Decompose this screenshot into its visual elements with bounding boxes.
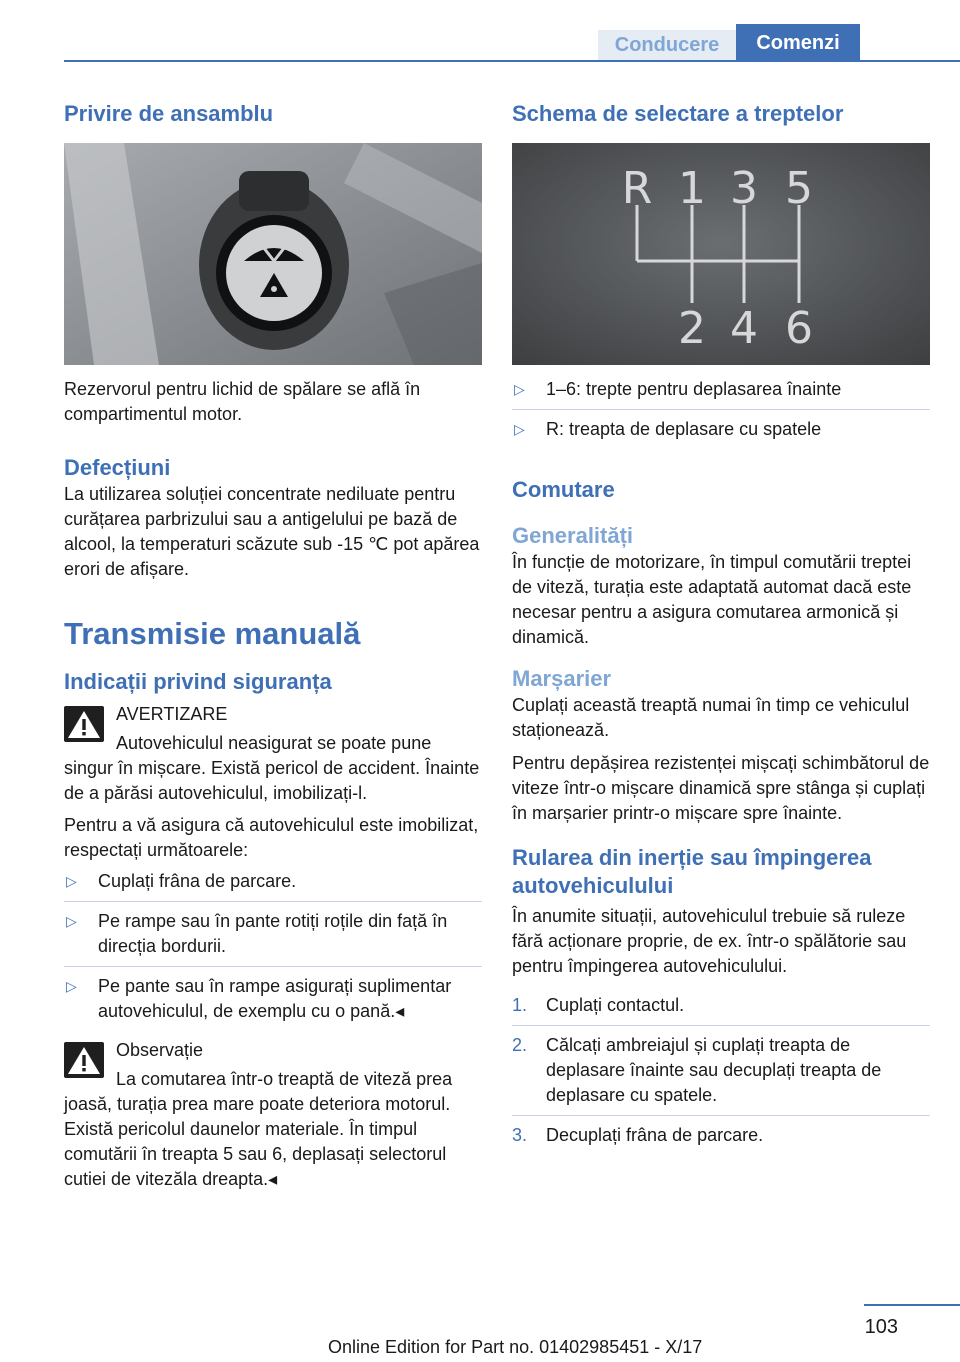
defects-text: La utilizarea soluției concentrate nediluate pentru curățarea parbrizului sau a antigelului pe bază de alcool, la temperaturi scăzute sub -15 ℃ pot apărea erori de afișare. <box>64 484 480 579</box>
footer-rule <box>864 1304 960 1306</box>
list-item: 1. Cuplați contactul. <box>512 995 685 1015</box>
reverse-text-2: Pentru depășirea rezistenței mișcați schimbătorul de viteze într-o mișcare dinamică spre stânga și cuplați în marșarier printr-o mișcare spre înainte. <box>512 753 930 823</box>
triangle-bullet-icon: ▷ <box>66 913 77 929</box>
secure-list <box>64 869 482 1024</box>
list-item: ▷ Cuplați frâna de parcare. <box>64 869 482 894</box>
triangle-bullet-icon: ▷ <box>514 381 525 397</box>
scheme-heading: Schema de selectare a treptelor <box>512 101 844 126</box>
warning-text: Autovehiculul neasigurat se poate pune singur în mișcare. Există pericol de accident. Înainte de a părăsi autovehiculul, imobilizați-l. <box>64 733 480 803</box>
edition-footer: Online Edition for Part no. 01402985451 - X/17 <box>328 1337 703 1357</box>
page-header <box>0 24 960 64</box>
separator <box>512 1025 930 1026</box>
separator <box>512 1115 930 1116</box>
warning-icon <box>64 1042 104 1078</box>
triangle-bullet-icon: ▷ <box>66 978 77 994</box>
general-text: În funcție de motorizare, în timpul comutării treptei de viteză, turația este adaptată automat dacă este necesar pentru a asigura comutarea armonică și dinamică. <box>512 552 912 647</box>
note-block <box>64 1038 482 1192</box>
warning-block <box>64 702 482 806</box>
note-title: Observație <box>116 1040 204 1060</box>
gear-label-2: 2 <box>678 303 706 354</box>
separator <box>64 966 482 967</box>
right-column <box>512 100 930 1148</box>
tab-conducere[interactable]: Conducere <box>598 30 736 60</box>
switch-heading: Comutare <box>512 477 615 502</box>
gear-label-r: R <box>621 163 653 214</box>
page-number: 103 <box>864 1316 898 1338</box>
general-heading: Generalități <box>512 523 634 548</box>
triangle-bullet-icon: ▷ <box>66 873 77 889</box>
list-item: 2. Călcați ambreiajul și cuplați treapta de deplasare înainte sau decuplați treapta de deplasare cu spatele. <box>512 1035 882 1105</box>
note-text: La comutarea într-o treaptă de viteză prea joasă, turația prea mare poate deteriora motorul. Există pericolul daunelor materiale. În timpul comutării în treapta 5 sau 6, deplasați selectorul cutiei de vitezăla dreapta.◂ <box>64 1069 453 1189</box>
header-rule <box>64 60 960 62</box>
steps-list <box>512 993 930 1148</box>
tab-comenzi[interactable]: Comenzi <box>736 24 860 62</box>
left-column <box>64 100 482 1192</box>
list-item: ▷ Pe pante sau în rampe asigurați suplimentar autovehiculul, de exemplu cu o pană.◂ <box>66 976 452 1021</box>
warning-title: AVERTIZARE <box>116 704 228 724</box>
main-heading: Transmisie manuală <box>64 616 361 651</box>
gear-label-3: 3 <box>730 163 758 214</box>
rolling-heading: Rularea din inerție sau împingerea autovehiculului <box>512 845 872 898</box>
reverse-heading: Marșarier <box>512 666 612 691</box>
gear-label-6: 6 <box>785 303 813 354</box>
list-item: ▷ 1–6: trepte pentru deplasarea înainte <box>512 377 930 402</box>
gear-label-1: 1 <box>678 163 706 214</box>
overview-heading: Privire de ansamblu <box>64 101 274 126</box>
separator <box>64 901 482 902</box>
separator <box>512 409 930 410</box>
rolling-text: În anumite situații, autovehiculul trebuie să ruleze fără acționare proprie, de ex. într-o spălătorie sau pentru împingerea autovehiculului. <box>512 906 907 976</box>
safety-heading: Indicații privind siguranța <box>64 669 332 694</box>
list-item: ▷ Pe rampe sau în pante rotiți roțile din față în direcția bordurii. <box>66 911 448 956</box>
gear-scheme-image <box>512 143 930 365</box>
triangle-bullet-icon: ▷ <box>514 421 525 437</box>
gear-label-5: 5 <box>785 163 813 214</box>
overview-text: Rezervorul pentru lichid de spălare se află în compartimentul motor. <box>64 379 421 424</box>
list-item: ▷ R: treapta de deplasare cu spatele <box>512 417 930 442</box>
washer-cap-image <box>64 143 482 365</box>
scheme-list <box>512 377 930 442</box>
secure-intro: Pentru a vă asigura că autovehiculul este imobilizat, respectați următoarele: <box>64 815 479 860</box>
defects-heading: Defecțiuni <box>64 455 171 480</box>
reverse-text-1: Cuplați această treaptă numai în timp ce vehiculul staționează. <box>512 695 910 740</box>
gear-label-4: 4 <box>730 303 758 354</box>
warning-icon <box>64 706 104 742</box>
list-item: 3. Decuplați frâna de parcare. <box>512 1125 764 1145</box>
